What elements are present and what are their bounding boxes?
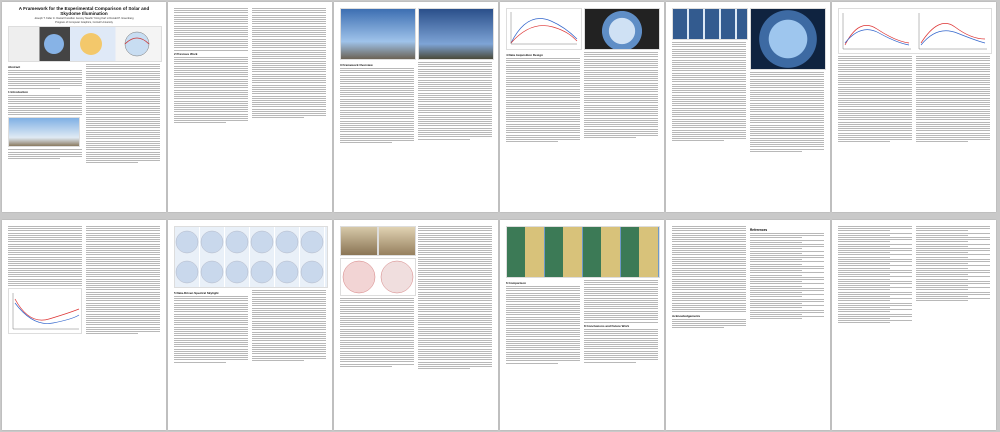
page-12 xyxy=(832,220,996,430)
sky-overlay-photo xyxy=(750,8,826,70)
radiance-plots xyxy=(838,8,992,54)
teaser-diagram xyxy=(9,27,161,61)
paper-spread xyxy=(2,2,998,430)
room-render-left xyxy=(340,226,378,256)
page-9 xyxy=(334,220,498,430)
intro-heading: 1 Introduction xyxy=(8,89,28,94)
spectral-plot xyxy=(506,8,582,50)
skydome-photo xyxy=(584,8,660,50)
abstract-heading: Abstract xyxy=(8,65,21,69)
page-5 xyxy=(666,2,830,212)
previous-work-heading: 2 Previous Work xyxy=(174,51,198,56)
paper-title: A Framework for the Experimental Comparison of Solar and Skydome Illumination xyxy=(18,6,150,16)
page-3 xyxy=(334,2,498,212)
page-11 xyxy=(666,220,830,430)
sphere-pair xyxy=(341,259,415,295)
skydome-sphere-pair xyxy=(340,258,416,296)
comparison-heading: 6 Comparison xyxy=(506,281,527,285)
page-2 xyxy=(168,2,332,212)
acknowledgements-heading: Acknowledgements xyxy=(672,313,701,318)
skydome-circles xyxy=(175,227,327,287)
error-curves xyxy=(9,289,81,333)
teaser-figure xyxy=(8,26,162,62)
equipment-photo xyxy=(340,8,416,60)
radiance-curves xyxy=(839,9,991,53)
room-render-right xyxy=(378,226,416,256)
error-plot xyxy=(8,288,82,334)
references-heading: References xyxy=(750,228,768,232)
page-6 xyxy=(832,2,996,212)
photo-figure xyxy=(8,117,80,147)
page-7 xyxy=(2,220,166,430)
page-1 xyxy=(2,2,166,212)
spectral-heading: 5 Data-Driven Spectral Skylight xyxy=(174,291,219,295)
fisheye-photos xyxy=(672,8,748,40)
page-4 xyxy=(500,2,664,212)
spectral-curves xyxy=(507,9,581,49)
page-8 xyxy=(168,220,332,430)
comparison-strip xyxy=(506,226,660,278)
page-10 xyxy=(500,220,664,430)
paper-authors: Joseph T. Kider Jr. Daniel Knowlton Jeremy Newlin Yining Karl Li Donald P. Greenberg xyxy=(34,17,134,20)
skydome-grid-figure xyxy=(174,226,328,288)
framework-heading: 3 Framework Overview xyxy=(340,63,373,67)
tower-photo xyxy=(418,8,494,60)
conclusions-heading: 8 Conclusions and Future Work xyxy=(584,323,630,328)
paper-affiliation: Program of Computer Graphics, Cornell University xyxy=(55,21,113,24)
acquisition-heading: 4 Data Acquisition Design xyxy=(506,53,543,57)
